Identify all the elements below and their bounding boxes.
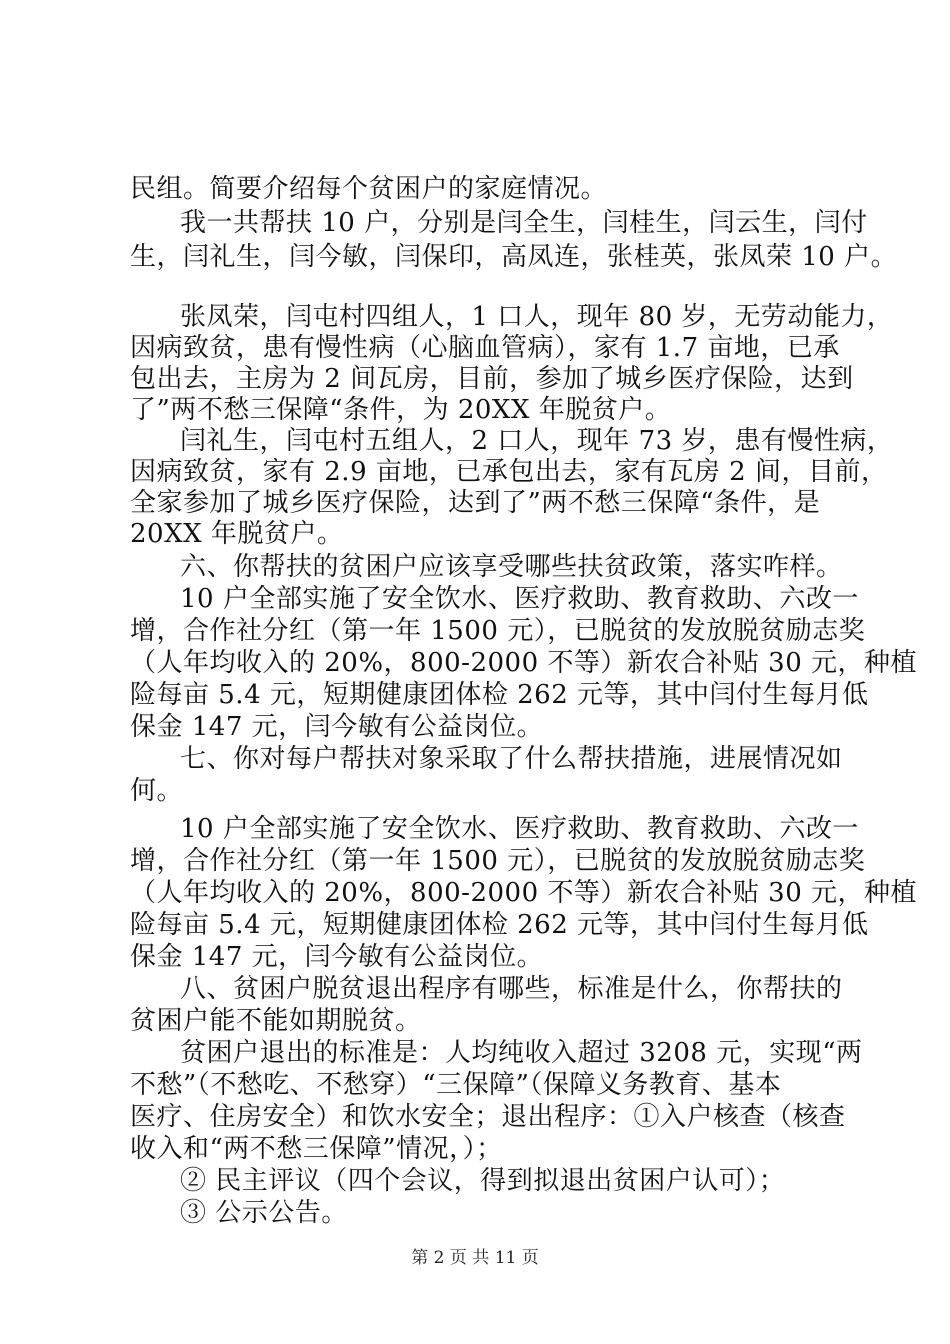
section-heading: 八、贫困户脱贫退出程序有哪些，标准是什么，你帮扶的	[180, 974, 843, 1004]
text-line: 包出去，主房为 2 间瓦房，目前，参加了城乡医疗保险，达到	[130, 364, 854, 394]
text-line: 因病致贫，家有 2.9 亩地，已承包出去，家有瓦房 2 间，目前，	[130, 457, 888, 487]
text-line: 10 户全部实施了安全饮水、医疗救助、教育救助、六改一	[180, 584, 859, 614]
text-line: 收入和“两不愁三保障”情况，）；	[130, 1134, 503, 1164]
section-heading: 贫困户能不能如期脱贫。	[130, 1006, 422, 1036]
section-heading: 六、你帮扶的贫困户应该享受哪些扶贫政策，落实咋样。	[180, 552, 843, 582]
text-line: 10 户全部实施了安全饮水、医疗救助、教育救助、六改一	[180, 814, 859, 844]
section-heading: 七、你对每户帮扶对象采取了什么帮扶措施，进展情况如	[180, 744, 843, 774]
text-line: 闫礼生，闫屯村五组人，2 口人，现年 73 岁，患有慢性病，	[180, 426, 894, 456]
text-line: 增，合作社分红（第一年 1500 元），已脱贫的发放脱贫励志奖	[130, 616, 866, 646]
text-line: 险每亩 5.4 元，短期健康团体检 262 元等，其中闫付生每月低	[130, 910, 869, 940]
text-line: 因病致贫，患有慢性病（心脑血管病），家有 1.7 亩地，已承	[130, 333, 840, 363]
text-line: 不愁”（不愁吃、不愁穿）“三保障”（保障义务教育、基本	[130, 1070, 782, 1100]
text-line: ② 民主评议（四个会议，得到拟退出贫困户认可）；	[180, 1166, 786, 1196]
text-line: （人年均收入的 20%，800-2000 不等）新农合补贴 30 元，种植	[130, 878, 918, 908]
text-line: 民组。简要介绍每个贫困户的家庭情况。	[130, 174, 608, 204]
text-line: 贫困户退出的标准是：人均纯收入超过 3208 元，实现“两	[180, 1038, 863, 1068]
page-footer: 第 2 页 共 11 页	[411, 1248, 539, 1268]
text-line: 保金 147 元，闫今敏有公益岗位。	[130, 712, 544, 742]
text-line: 我一共帮扶 10 户，分别是闫全生，闫桂生，闫云生，闫付	[180, 208, 868, 238]
section-heading: 何。	[130, 776, 184, 806]
text-line: 生，闫礼生，闫今敏，闫保印，高凤连，张桂英，张凤荣 10 户。	[130, 242, 898, 272]
text-line: ③ 公示公告。	[180, 1198, 348, 1228]
text-line: （人年均收入的 20%，800-2000 不等）新农合补贴 30 元，种植	[130, 648, 918, 678]
text-line: 医疗、住房安全）和饮水安全；退出程序：①入户核查（核查	[130, 1102, 846, 1132]
text-line: 张凤荣，闫屯村四组人，1 口人，现年 80 岁，无劳动能力，	[180, 302, 894, 332]
text-line: 20XX 年脱贫户。	[130, 519, 344, 549]
text-line: 保金 147 元，闫今敏有公益岗位。	[130, 942, 544, 972]
text-line: 险每亩 5.4 元，短期健康团体检 262 元等，其中闫付生每月低	[130, 680, 869, 710]
text-line: 了”两不愁三保障“条件，为 20XX 年脱贫户。	[130, 395, 672, 425]
text-line: 全家参加了城乡医疗保险，达到了”两不愁三保障“条件，是	[130, 488, 821, 518]
text-line: 增，合作社分红（第一年 1500 元），已脱贫的发放脱贫励志奖	[130, 846, 866, 876]
